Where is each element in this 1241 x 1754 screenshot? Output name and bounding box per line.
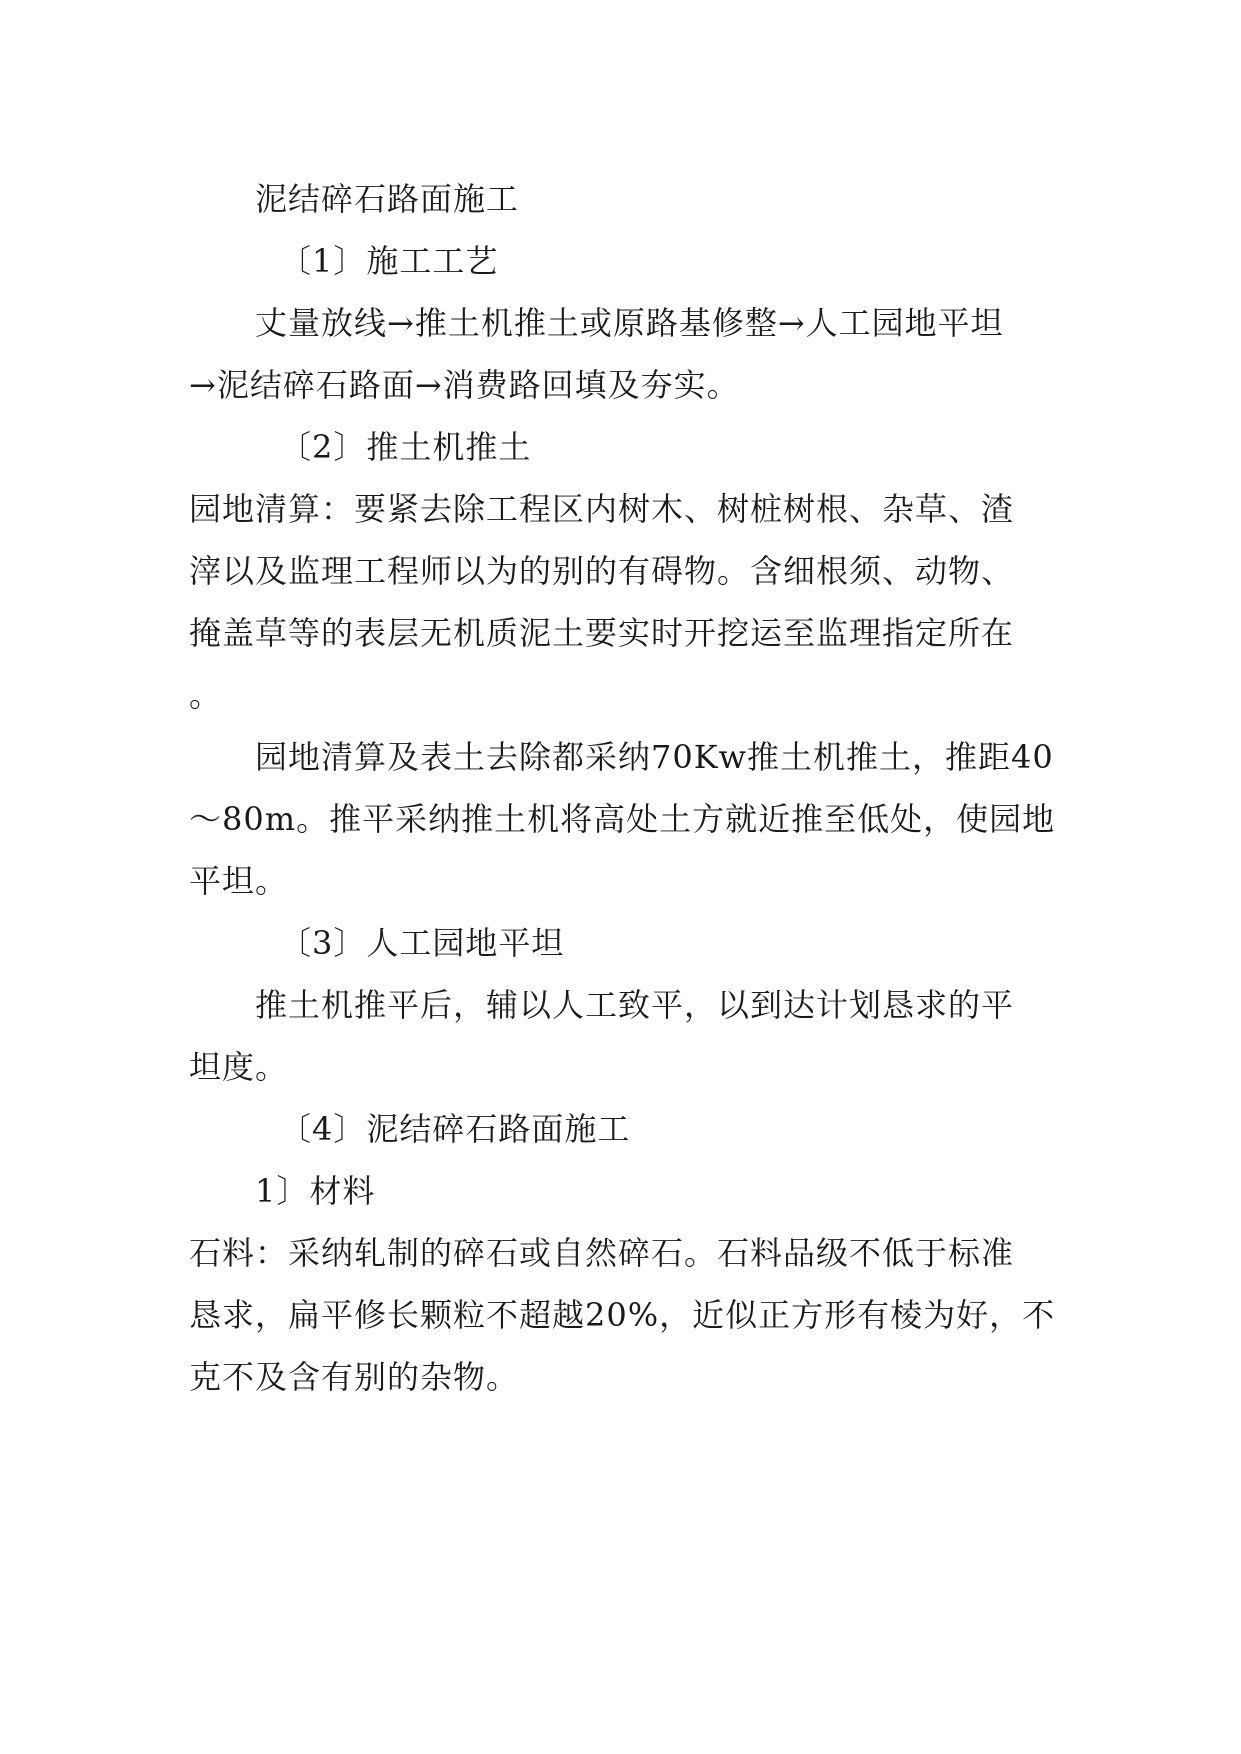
subsection-heading: 〔3〕人工园地平坦 (279, 924, 565, 962)
paragraph-line: 掩盖草等的表层无机质泥土要实时开挖运至监理指定所在 (189, 614, 1015, 652)
subsection-heading: 〔2〕推土机推土 (279, 428, 532, 466)
paragraph-line: 推土机推平后，辅以人工致平，以到达计划恳求的平 (255, 986, 1015, 1024)
subsection-heading: 〔4〕泥结碎石路面施工 (279, 1110, 631, 1148)
paragraph-line: 坦度。 (189, 1048, 289, 1086)
paragraph-line: 丈量放线→推土机推土或原路基修整→人工园地平坦 (255, 304, 1004, 342)
section-heading: 泥结碎石路面施工 (255, 180, 520, 218)
paragraph-line: 园地清算：要紧去除工程区内树木、树桩树根、杂草、渣 (189, 490, 1015, 528)
paragraph-line: 平坦。 (189, 862, 289, 900)
paragraph-line: 恳求，扁平修长颗粒不超越20%，近似正方形有棱为好，不 (189, 1296, 1056, 1334)
subsection-heading: 〔1〕施工工艺 (279, 242, 499, 280)
paragraph-line: 滓以及监理工程师以为的别的有碍物。含细根须、动物、 (189, 552, 1015, 590)
paragraph-line: 。 (189, 676, 223, 714)
paragraph-line: 园地清算及表土去除都采纳70Kw推土机推土，推距40 (255, 738, 1054, 776)
document-body (189, 168, 1056, 1408)
paragraph-line: 克不及含有别的杂物。 (189, 1358, 520, 1396)
paragraph-line: 石料：采纳轧制的碎石或自然碎石。石料品级不低于标准 (189, 1234, 1015, 1272)
paragraph-line: ～80m。推平采纳推土机将高处土方就近推至低处，使园地 (189, 800, 1056, 838)
paragraph-line: →泥结碎石路面→消费路回填及夯实。 (189, 366, 740, 404)
subsection-heading: 1〕材料 (255, 1172, 376, 1210)
